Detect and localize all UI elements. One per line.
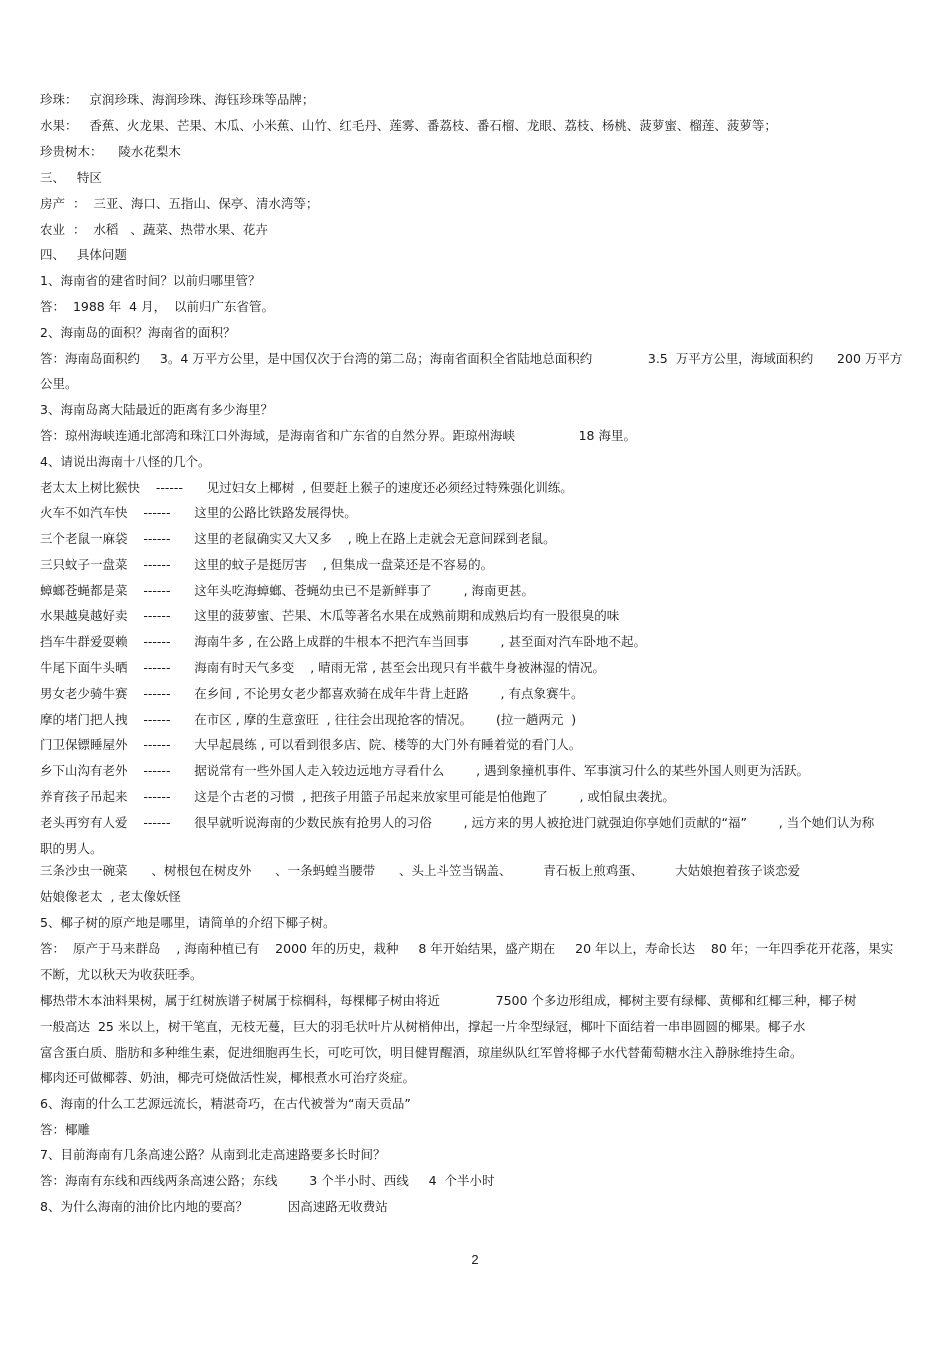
text-line: 答： 1988 年 4 月， 以前归广东省管。 [40, 299, 275, 314]
text-line: 火车不如汽车快 ------ 这里的公路比铁路发展得快。 [40, 505, 357, 520]
text-line: 答：琼州海峡连通北部湾和珠江口外海域，是海南省和广东省的自然分界。距琼州海峡 18 海里。 [40, 428, 636, 443]
text-line: 1、海南省的建省时间？以前归哪里管？ [40, 273, 261, 288]
text-line: 三只蚊子一盘菜 ------ 这里的蚊子是挺厉害 , 但集成一盘菜还是不容易的。 [40, 557, 494, 572]
text-line: 农业 ： 水稻 、蔬菜、热带水果、花卉 [40, 222, 268, 237]
text-line: 答：海南岛面积约 3。4 万平方公里，是中国仅次于台湾的第二岛；海南省面积全省陆地总面积约 3.5 万平方公里，海域面积约 200 万平方 [40, 351, 903, 366]
text-line: 三个老鼠一麻袋 ------ 这里的老鼠确实又大又多 , 晚上在路上走就会无意间踩到老鼠。 [40, 531, 556, 546]
text-line: 摩的堵门把人拽 ------ 在市区 , 摩的生意蛮旺 , 往往会出现抢客的情况。 (拉一趟两元 ) [40, 712, 577, 727]
text-line: 公里。 [40, 376, 78, 391]
text-line: 老太太上树比猴快 ------ 见过妇女上椰树 , 但要赶上猴子的速度还必须经过特殊强化训练。 [40, 480, 573, 495]
text-line: 不断，尤以秋天为收获旺季。 [40, 967, 203, 982]
text-line: 牛尾下面牛头晒 ------ 海南有时天气多变 , 晴雨无常 , 甚至会出现只有半截牛身被淋湿的情况。 [40, 660, 606, 675]
text-line: 养育孩子吊起来 ------ 这是个古老的习惯 , 把孩子用篮子吊起来放家里可能是怕他跑了 , 或怕鼠虫袭扰。 [40, 789, 675, 804]
text-line: 蟑螂苍蝇都是菜 ------ 这年头吃海蟑螂、苍蝇幼虫已不是新鲜事了 , 海南更甚。 [40, 583, 535, 598]
text-line: 三、 特区 [40, 170, 102, 185]
text-line: 4、请说出海南十八怪的几个。 [40, 454, 211, 469]
text-line: 乡下山沟有老外 ------ 据说常有一些外国人走入较边远地方寻看什么 , 遇到象撞机事件、军事演习什么的某些外国人则更为活跃。 [40, 763, 810, 778]
text-line: 门卫保镖睡屋外 ------ 大早起晨练 , 可以看到很多店、院、楼等的大门外有睡着觉的看门人。 [40, 737, 582, 752]
text-line: 珍贵树木： 陵水花梨木 [40, 144, 181, 159]
text-line: 5、椰子树的原产地是哪里，请简单的介绍下椰子树。 [40, 915, 336, 930]
text-line: 水果越臭越好卖 ------ 这里的菠萝蜜、芒果、木瓜等著名水果在成熟前期和成熟后均有一股很臭的味 [40, 608, 620, 623]
text-line: 7、目前海南有几条高速公路？从南到北走高速路要多长时间？ [40, 1147, 386, 1162]
text-line: 老头再穷有人爱 ------ 很早就听说海南的少数民族有抢男人的习俗 , 远方来的男人被抢进门就强迫你享她们贡献的“福” , 当个她们认为称 [40, 815, 875, 830]
text-line: 四、 具体问题 [40, 247, 127, 262]
text-line: 水果： 香蕉、火龙果、芒果、木瓜、小米蕉、山竹、红毛丹、莲雾、番荔枝、番石榴、龙眼、荔枝、杨桃、菠萝蜜、榴莲、菠萝等； [40, 118, 777, 133]
text-line: 答：海南有东线和西线两条高速公路；东线 3 个半小时、西线 4 个半小时 [40, 1173, 495, 1188]
text-line: 职的男人。 [40, 841, 103, 856]
text-line: 椰肉还可做椰蓉、奶油，椰壳可烧做活性炭，椰根煮水可治疗炎症。 [40, 1070, 416, 1085]
text-line: 2、海南岛的面积？海南省的面积？ [40, 325, 236, 340]
page-number: 2 [471, 1252, 479, 1267]
text-line: 挡车牛群爱耍赖 ------ 海南牛多 , 在公路上成群的牛根本不把汽车当回事 , 甚至面对汽车卧地不起。 [40, 634, 646, 649]
text-line: 珍珠： 京润珍珠、海润珍珠、海钰珍珠等品牌； [40, 92, 315, 107]
text-line: 男女老少骑牛赛 ------ 在乡间 , 不论男女老少都喜欢骑在成年牛背上赶路 , 有点象赛牛。 [40, 686, 584, 701]
text-line: 椰热带木本油料果树，属于红树族谱子树属于棕榈科，每棵椰子树由将近 7500 个多边形组成，椰树主要有绿椰、黄椰和红椰三种，椰子树 [40, 993, 857, 1008]
text-line: 8、为什么海南的油价比内地的要高？ 因高速路无收费站 [40, 1199, 388, 1214]
text-line: 6、海南的什么工艺源远流长，精湛奇巧，在古代被誉为“南天贡品” [40, 1096, 411, 1111]
text-line: 答： 原产于马来群岛 , 海南种植已有 2000 年的历史，栽种 8 年开始结果，盛产期在 20 年以上，寿命长达 80 年；一年四季花开花落，果实 [40, 941, 894, 956]
text-line: 姑娘像老太 , 老太像妖怪 [40, 889, 181, 904]
text-line: 富含蛋白质、脂肪和多种维生素，促进细胞再生长，可吃可饮，明目健胃醒酒，琼崖纵队红军曾将椰子水代替葡萄糖水注入静脉维持生命。 [40, 1045, 803, 1060]
text-line: 一般高达 25 米以上，树干笔直，无枝无蔓，巨大的羽毛状叶片从树梢伸出，撑起一片伞型绿冠，椰叶下面结着一串串圆圆的椰果。椰子水 [40, 1019, 806, 1034]
text-line: 房产 ： 三亚、海口、五指山、保亭、清水湾等； [40, 196, 319, 211]
text-line: 3、海南岛离大陆最近的距离有多少海里？ [40, 402, 273, 417]
text-line: 三条沙虫一碗菜 、树根包在树皮外 、一条蚂蝗当腰带 、头上斗笠当锅盖、 青石板上煎鸡蛋、 大姑娘抱着孩子谈恋爱 [40, 863, 801, 878]
text-line: 答：椰雕 [40, 1122, 91, 1137]
